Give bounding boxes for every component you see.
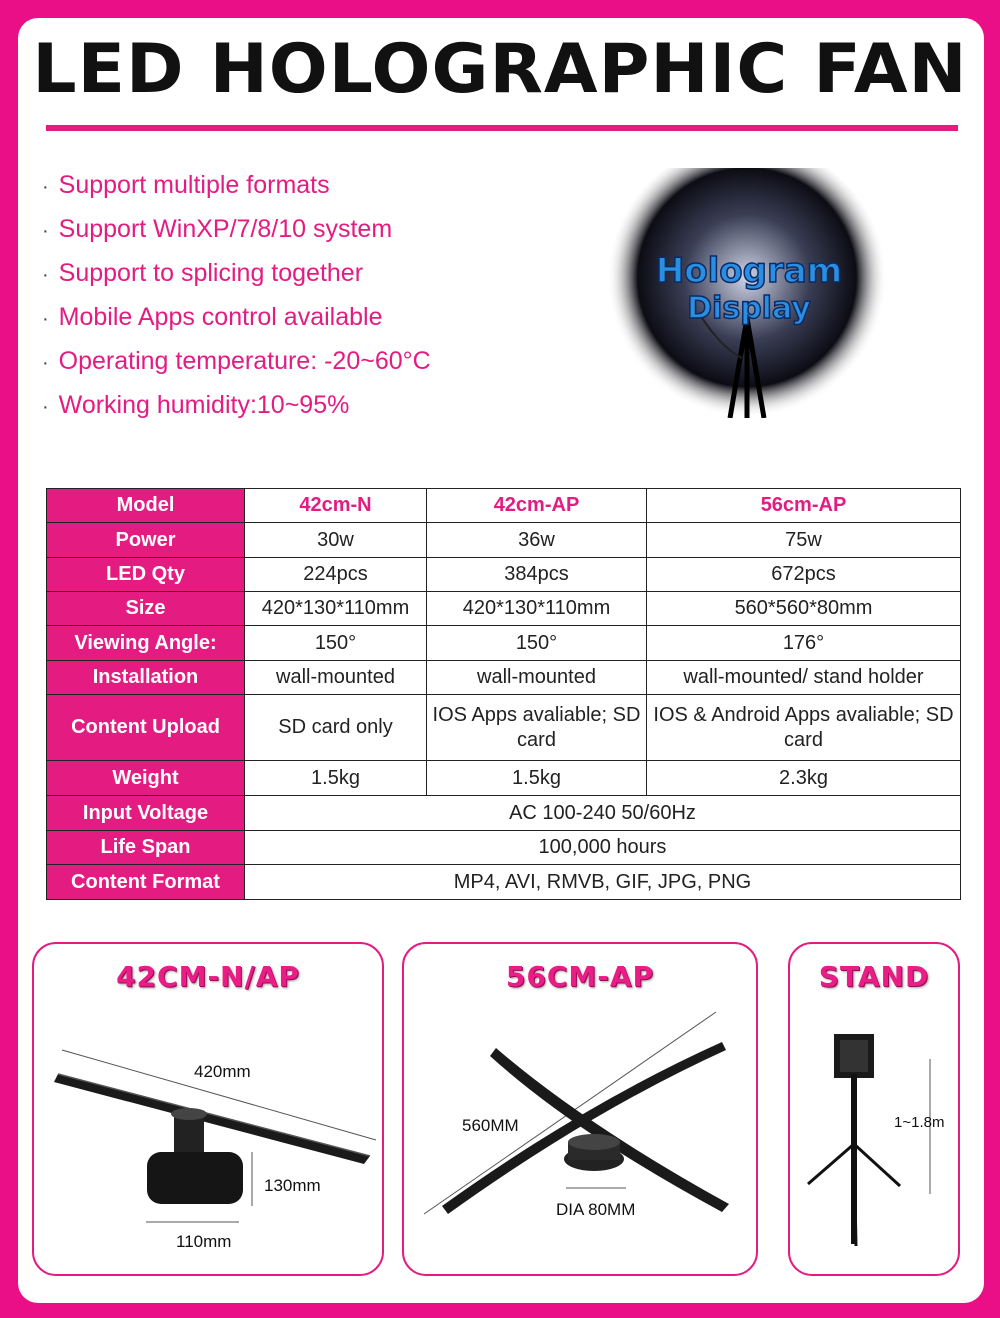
bullet: · — [42, 352, 49, 374]
table-cell: wall-mounted/ stand holder — [647, 661, 961, 695]
table-cell: 420*130*110mm — [427, 592, 647, 626]
stand-illustration — [790, 944, 958, 1274]
row-label: Content Upload — [47, 695, 245, 761]
row-label: Input Voltage — [47, 796, 245, 831]
table-cell: IOS & Android Apps avaliable; SD card — [647, 695, 961, 761]
table-cell: 1.5kg — [245, 761, 427, 796]
row-label: Size — [47, 592, 245, 626]
feature-item: · Support to splicing together — [42, 259, 364, 287]
table-row — [47, 592, 961, 626]
table-cell: 75w — [647, 523, 961, 558]
feature-item: · Support multiple formats — [42, 171, 330, 199]
table-cell: 30w — [245, 523, 427, 558]
row-label: Viewing Angle: — [47, 626, 245, 661]
product-title: 56CM-AP — [505, 960, 655, 993]
length-label: 560MM — [462, 1116, 519, 1135]
bullet: · — [42, 308, 49, 330]
table-cell: 1.5kg — [427, 761, 647, 796]
row-label: Content Format — [47, 865, 245, 900]
row-label: LED Qty — [47, 558, 245, 592]
feature-item: · Support WinXP/7/8/10 system — [42, 215, 393, 243]
table-row — [47, 626, 961, 661]
base-label: 110mm — [176, 1232, 232, 1251]
table-cell: 560*560*80mm — [647, 592, 961, 626]
length-label: 420mm — [194, 1062, 251, 1081]
table-cell: 100,000 hours — [245, 831, 961, 865]
model-cell: 42cm-N — [245, 489, 427, 523]
row-label: Power — [47, 523, 245, 558]
table-cell: 672pcs — [647, 558, 961, 592]
row-label: Model — [47, 489, 245, 523]
feature-item: · Operating temperature: -20~60°C — [42, 347, 431, 375]
model-cell: 42cm-AP — [427, 489, 647, 523]
bullet: · — [42, 396, 49, 418]
table-cell: MP4, AVI, RMVB, GIF, JPG, PNG — [245, 865, 961, 900]
table-cell: 150° — [427, 626, 647, 661]
table-cell: SD card only — [245, 695, 427, 761]
fan-56cm-illustration — [404, 944, 756, 1274]
table-cell: IOS Apps avaliable; SD card — [427, 695, 647, 761]
table-row — [47, 661, 961, 695]
product-box-56cm — [402, 942, 758, 1276]
table-row — [47, 695, 961, 761]
row-label: Weight — [47, 761, 245, 796]
height-label: 130mm — [264, 1176, 321, 1195]
hologram-line1: Hologram — [655, 251, 843, 291]
table-cell: 384pcs — [427, 558, 647, 592]
table-row — [47, 761, 961, 796]
bullet: · — [42, 220, 49, 242]
row-label: Installation — [47, 661, 245, 695]
table-cell: 176° — [647, 626, 961, 661]
table-cell: 224pcs — [245, 558, 427, 592]
height-label: 1~1.8m — [894, 1114, 945, 1131]
hologram-line2: Display — [687, 291, 811, 326]
hologram-display-photo — [582, 168, 912, 418]
table-cell: 36w — [427, 523, 647, 558]
product-title: STAND — [818, 960, 930, 993]
product-box-42cm — [32, 942, 384, 1276]
fan-42cm-illustration — [34, 944, 382, 1274]
table-cell: 150° — [245, 626, 427, 661]
table-cell: wall-mounted — [427, 661, 647, 695]
feature-list — [42, 168, 431, 432]
table-row — [47, 831, 961, 865]
title-underline — [46, 125, 958, 131]
table-row — [47, 523, 961, 558]
bullet: · — [42, 176, 49, 198]
feature-item: · Mobile Apps control available — [42, 303, 383, 331]
table-cell: 2.3kg — [647, 761, 961, 796]
bullet: · — [42, 264, 49, 286]
feature-item: · Working humidity:10~95% — [42, 391, 350, 419]
table-cell: 420*130*110mm — [245, 592, 427, 626]
product-title: 42CM-N/AP — [116, 960, 300, 993]
table-cell: wall-mounted — [245, 661, 427, 695]
diameter-label: DIA 80MM — [556, 1200, 636, 1219]
table-row — [47, 558, 961, 592]
spec-table — [46, 488, 961, 900]
table-row — [47, 796, 961, 831]
table-cell: AC 100-240 50/60Hz — [245, 796, 961, 831]
model-cell: 56cm-AP — [647, 489, 961, 523]
table-row — [47, 865, 961, 900]
row-label: Life Span — [47, 831, 245, 865]
product-box-stand — [788, 942, 960, 1276]
table-row — [47, 489, 961, 523]
page-title: LED HOLOGRAPHIC FAN — [32, 30, 968, 109]
